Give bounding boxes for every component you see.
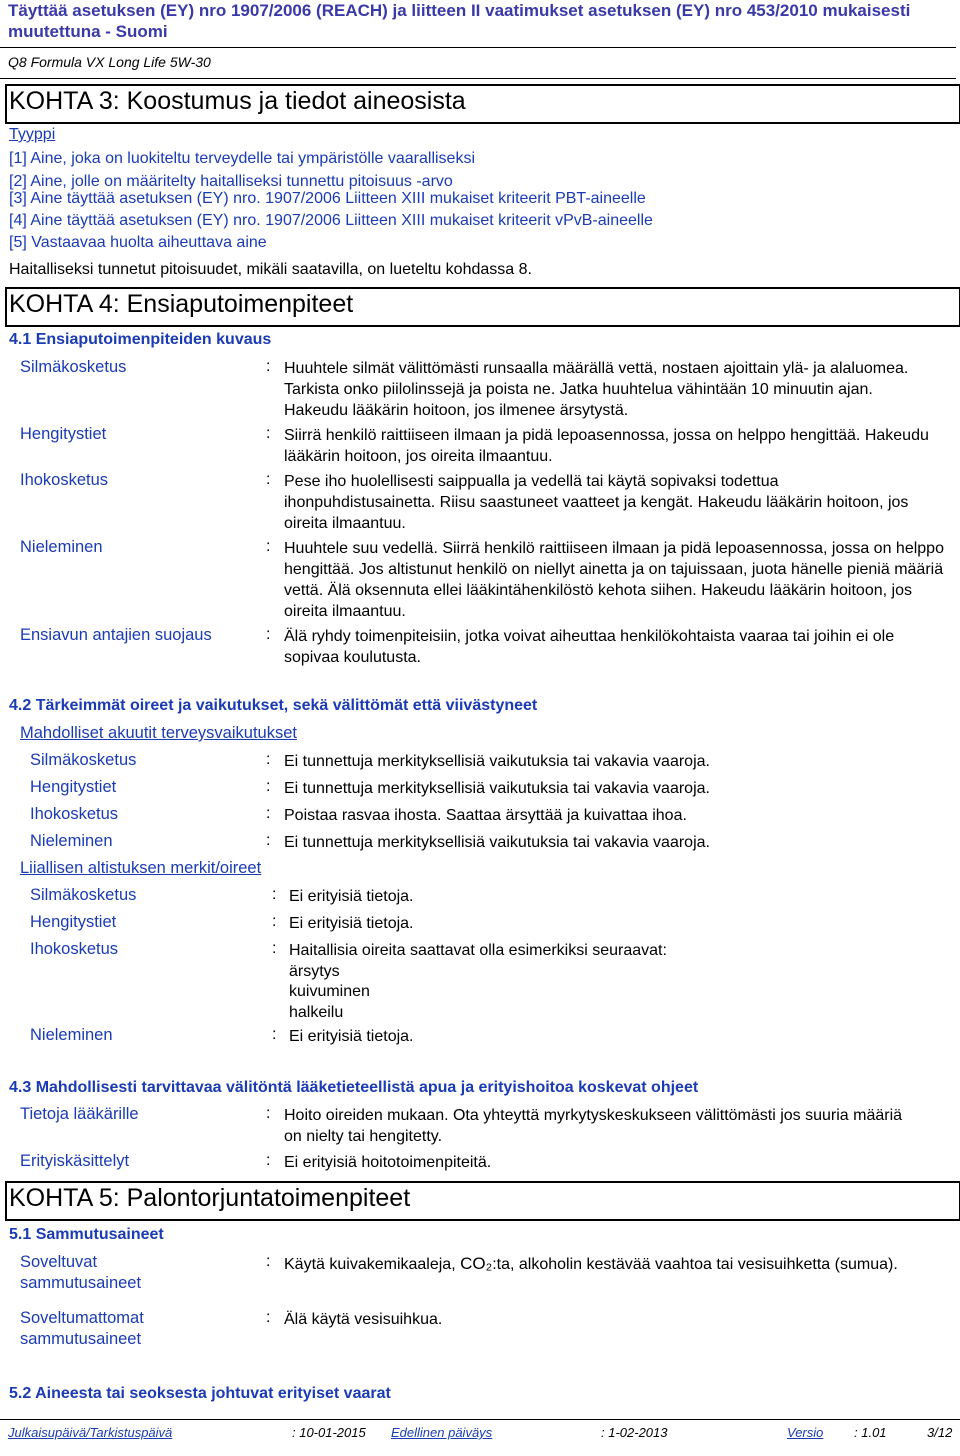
- suitable-value: [284, 1253, 924, 1275]
- row-value: Ei erityisiä hoitotoimenpiteitä.: [284, 1154, 492, 1171]
- footer-previous-label: Edellinen päiväys: [391, 1425, 493, 1440]
- row-colon: :: [266, 425, 271, 442]
- row-value: Siirrä henkilö raittiiseen ilmaan ja pidä lepoasennossa, jossa on helppo hengittää. Hakeudu lääkärin hoitoon, jos oireita ilmaantuu.: [284, 427, 929, 465]
- acute-effects-title: Mahdolliset akuutit terveysvaikutukset: [20, 724, 297, 742]
- row-label: Ihokosketus: [30, 805, 119, 823]
- symptom-list-item: halkeilu: [289, 1004, 344, 1021]
- row-colon: :: [266, 778, 271, 795]
- row-value: Poistaa rasvaa ihosta. Saattaa ärsyttää ja kuivattaa ihoa.: [284, 807, 687, 824]
- type-label: Tyyppi: [9, 126, 56, 143]
- suitable-value-part: Käytä kuivakemikaaleja,: [284, 1256, 461, 1273]
- unsuitable-label: sammutusaineet: [20, 1330, 142, 1348]
- row-colon: :: [272, 1026, 277, 1043]
- row-label: Hengitystiet: [20, 425, 107, 443]
- row-value: Ei erityisiä tietoja.: [289, 888, 414, 905]
- subsection-4-3-title: 4.3 Mahdollisesti tarvittavaa välitöntä lääketieteellistä apua ja erityishoitoa koskevat ohjeet: [9, 1079, 699, 1096]
- row-value: Hoito oireiden mukaan. Ota yhteyttä myrkytyskeskukseen välittömästi jos suuria määriä on nielty tai hengitetty.: [284, 1107, 903, 1145]
- row-value: Ei erityisiä tietoja.: [289, 915, 414, 932]
- overexposure-title: Liiallisen altistuksen merkit/oireet: [20, 859, 262, 877]
- row-label: Silmäkosketus: [20, 358, 127, 376]
- row-colon: :: [266, 1105, 271, 1122]
- row-label: Tietoja lääkärille: [20, 1105, 139, 1123]
- suitable-label: Soveltuvat: [20, 1253, 98, 1271]
- document-header-title: Täyttää asetuksen (EY) nro 1907/2006 (REACH) ja liitteen II vaatimukset asetuksen (EY) nro 453/2010 mukaisesti muutettuna - Suomi: [8, 1, 911, 41]
- row-label: Ensiavun antajien suojaus: [20, 626, 212, 644]
- row-colon: :: [266, 805, 271, 822]
- suitable-value-part: :ta, alkoholin kestävää vaahtoa tai vesisuihketta (sumua).: [492, 1256, 898, 1273]
- co2-formula: CO₂: [460, 1254, 493, 1273]
- section3-note: Haitalliseksi tunnetut pitoisuudet, mikäli saatavilla, on lueteltu kohdassa 8.: [9, 261, 532, 278]
- product-name: Q8 Formula VX Long Life 5W-30: [8, 54, 211, 70]
- row-value: Ei tunnettuja merkityksellisiä vaikutuksia tai vakavia vaaroja.: [284, 834, 710, 851]
- row-label: Ihokosketus: [20, 471, 109, 489]
- row-colon: :: [266, 1309, 271, 1326]
- row-colon: :: [266, 471, 271, 488]
- section3-title: KOHTA 3: Koostumus ja tiedot aineosista: [9, 87, 466, 115]
- footer-page-number: 3/12: [927, 1425, 953, 1440]
- row-label: Hengitystiet: [30, 913, 117, 931]
- row-label: Ihokosketus: [30, 940, 119, 958]
- row-label: Nieleminen: [30, 832, 113, 850]
- footer-release-label: Julkaisupäivä/Tarkistuspäivä: [8, 1425, 173, 1440]
- row-value: Huuhtele suu vedellä. Siirrä henkilö raittiiseen ilmaan ja pidä lepoasennossa, jossa on helppo hengittää. Jos altistunut henkilö on niellyt ainetta ja on tajuissaan, juota hänelle pieniä määriä vettä. Älä oksennuta ellei lääkintähenkilöstö kehota siihen. Hakeudu lääkärin hoitoon, jos oireita ilmaantuu.: [284, 540, 944, 620]
- row-value: Ei tunnettuja merkityksellisiä vaikutuksia tai vakavia vaaroja.: [284, 780, 710, 797]
- row-label: Nieleminen: [30, 1026, 113, 1044]
- row-value: Pese iho huolellisesti saippualla ja vedellä tai käytä sopivaksi todettua ihonpuhdistusainetta. Riisu saastuneet vaatteet ja kengät. Hakeudu lääkärin hoitoon, jos oireita ilmaantuu.: [284, 473, 909, 532]
- row-colon: :: [266, 538, 271, 555]
- row-label: Nieleminen: [20, 538, 103, 556]
- row-colon: :: [272, 913, 277, 930]
- row-colon: :: [266, 832, 271, 849]
- footer-release-value: : 10-01-2015: [292, 1425, 366, 1440]
- row-colon: :: [266, 1152, 271, 1169]
- unsuitable-value: Älä käytä vesisuihkua.: [284, 1311, 443, 1328]
- subsection-5-2-title: 5.2 Aineesta tai seoksesta johtuvat erityiset vaarat: [9, 1385, 391, 1402]
- row-label: Hengitystiet: [30, 778, 117, 796]
- type-item: [1] Aine, joka on luokiteltu terveydelle tai ympäristölle vaaralliseksi: [9, 150, 476, 167]
- section4-title: KOHTA 4: Ensiaputoimenpiteet: [9, 290, 354, 318]
- footer-version-label: Versio: [787, 1425, 824, 1440]
- type-item: [2] Aine, jolle on määritelty haitalliseksi tunnettu pitoisuus -arvo: [9, 173, 453, 190]
- type-item: [5] Vastaavaa huolta aiheuttava aine: [9, 234, 267, 251]
- symptom-list-item: kuivuminen: [289, 983, 370, 1000]
- section5-title: KOHTA 5: Palontorjuntatoimenpiteet: [9, 1184, 411, 1212]
- row-colon: :: [272, 940, 277, 957]
- row-value: Ei erityisiä tietoja.: [289, 1028, 414, 1045]
- row-colon: :: [272, 886, 277, 903]
- row-colon: :: [266, 626, 271, 643]
- row-colon: :: [266, 751, 271, 768]
- row-value: Huuhtele silmät välittömästi runsaalla määrällä vettä, nostaen ajoittain ylä- ja alaluomea. Tarkista onko piilolinssejä ja poista ne. Jatka huuhtelua vähintään 10 minuutin ajan. Hakeudu lääkärin hoitoon, jos ilmenee ärsytystä.: [284, 360, 909, 419]
- subsection-4-1-title: 4.1 Ensiaputoimenpiteiden kuvaus: [9, 331, 272, 348]
- type-item: [3] Aine täyttää asetuksen (EY) nro. 1907/2006 Liitteen XIII mukaiset kriteerit PBT-aineelle: [9, 190, 646, 207]
- unsuitable-label: Soveltumattomat: [20, 1309, 144, 1327]
- type-item: [4] Aine täyttää asetuksen (EY) nro. 1907/2006 Liitteen XIII mukaiset kriteerit vPvB-aineelle: [9, 212, 653, 229]
- footer-version-value: : 1.01: [854, 1425, 887, 1440]
- row-label: Silmäkosketus: [30, 751, 137, 769]
- row-colon: :: [266, 358, 271, 375]
- row-label: Silmäkosketus: [30, 886, 137, 904]
- subsection-5-1-title: 5.1 Sammutusaineet: [9, 1226, 164, 1243]
- row-colon: :: [266, 1253, 271, 1270]
- suitable-label: sammutusaineet: [20, 1274, 142, 1292]
- subsection-4-2-title: 4.2 Tärkeimmät oireet ja vaikutukset, sekä välittömät että viivästyneet: [9, 697, 538, 714]
- row-value: Älä ryhdy toimenpiteisiin, jotka voivat aiheuttaa henkilökohtaista vaaraa tai joihin ei ole sopivaa koulutusta.: [284, 628, 895, 666]
- footer-divider: [0, 1419, 960, 1420]
- footer-previous-value: : 1-02-2013: [601, 1425, 668, 1440]
- symptom-list-item: ärsytys: [289, 963, 340, 980]
- row-label: Erityiskäsittelyt: [20, 1152, 130, 1170]
- row-value: Ei tunnettuja merkityksellisiä vaikutuksia tai vakavia vaaroja.: [284, 753, 710, 770]
- row-value: Haitallisia oireita saattavat olla esimerkiksi seuraavat:: [289, 942, 667, 959]
